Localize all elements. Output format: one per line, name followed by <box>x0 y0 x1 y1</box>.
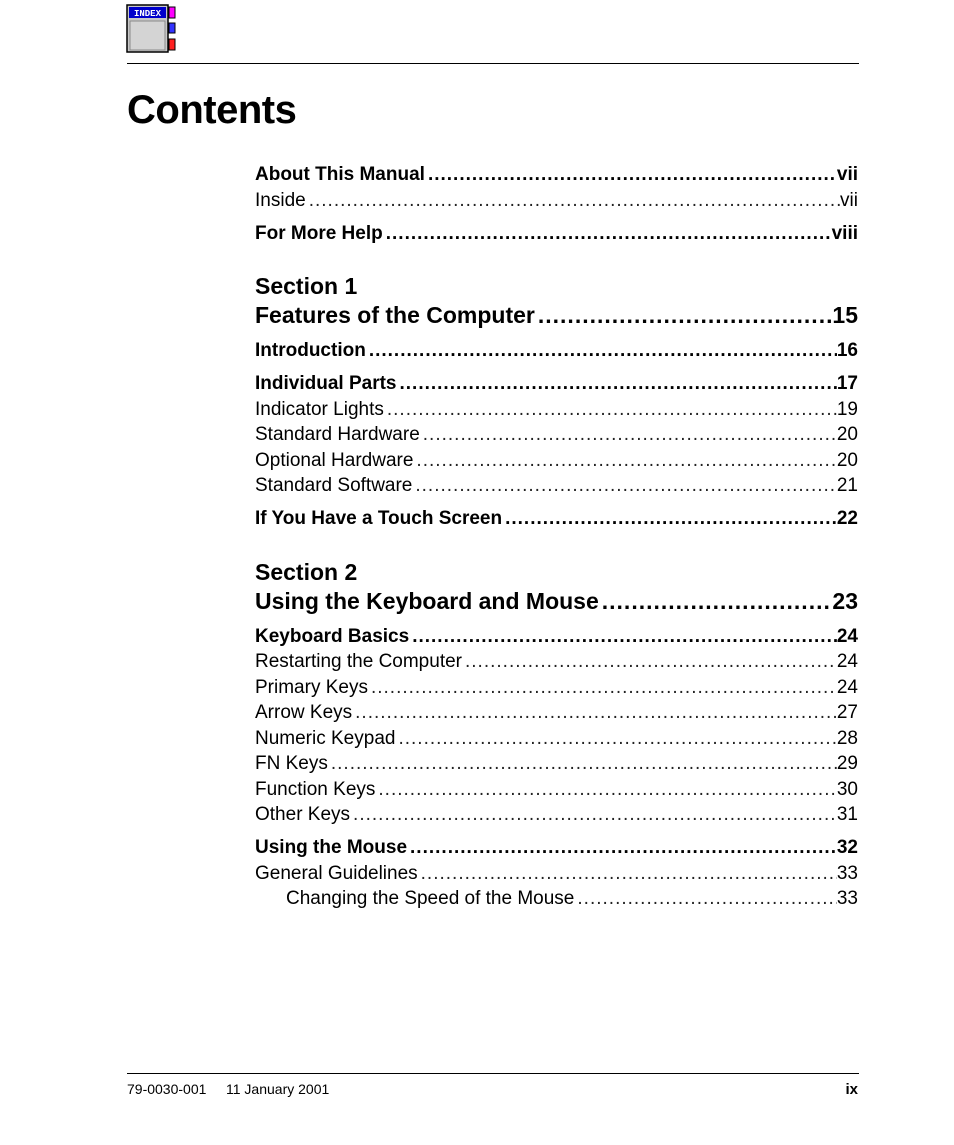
toc-entry-page: 17 <box>836 373 858 394</box>
toc-entry-using-the-mouse[interactable] <box>255 837 858 859</box>
dot-leader <box>409 626 837 648</box>
dot-leader <box>366 340 837 362</box>
toc-entry-label: Individual Parts <box>255 373 397 394</box>
toc-entry-touch-screen[interactable] <box>255 508 858 530</box>
toc-entry-page: 16 <box>836 340 858 361</box>
index-icon-label: INDEX <box>133 9 162 19</box>
toc-entry-label: Using the Mouse <box>255 837 408 858</box>
dot-leader <box>328 753 837 775</box>
toc-entry-primary-keys[interactable] <box>255 677 858 699</box>
dot-leader <box>413 450 836 472</box>
dot-leader <box>375 779 836 801</box>
toc-entry-function-keys[interactable] <box>255 779 858 801</box>
toc-entry-page: 32 <box>836 837 858 858</box>
toc-section-2-title[interactable] <box>255 588 858 615</box>
toc-entry-label: Other Keys <box>255 804 351 825</box>
toc-entry-label: Optional Hardware <box>255 450 414 471</box>
toc-entry-standard-hardware[interactable] <box>255 424 858 446</box>
toc-entry-page: 33 <box>836 863 858 884</box>
dot-leader <box>407 837 837 859</box>
toc-entry-page: 27 <box>836 702 858 723</box>
section-title: Features of the Computer <box>255 302 535 328</box>
toc-entry-label: Indicator Lights <box>255 399 384 420</box>
section-2-heading: Section 2 <box>255 559 358 585</box>
toc-entry-label: Arrow Keys <box>255 702 353 723</box>
toc-entry-for-more-help[interactable] <box>255 223 858 245</box>
footer-page-number: ix <box>845 1081 858 1098</box>
dot-leader <box>306 190 840 212</box>
toc-entry-label: Restarting the Computer <box>255 651 462 672</box>
toc-entry-numeric-keypad[interactable] <box>255 728 858 750</box>
toc-entry-label: Introduction <box>255 340 366 361</box>
toc-entry-label: Standard Hardware <box>255 424 420 445</box>
toc-entry-individual-parts[interactable] <box>255 373 858 395</box>
dot-leader <box>383 223 832 245</box>
dot-leader <box>350 804 837 826</box>
header-rule <box>127 63 859 64</box>
toc-entry-page: 19 <box>836 399 858 420</box>
toc-entry-arrow-keys[interactable] <box>255 702 858 724</box>
dot-leader <box>396 373 836 395</box>
section-1-heading: Section 1 <box>255 273 358 299</box>
toc-entry-page: 22 <box>836 508 858 529</box>
toc-entry-page: 21 <box>836 475 858 496</box>
dot-leader <box>502 508 837 530</box>
toc-entry-general-guidelines[interactable] <box>255 863 858 885</box>
dot-leader <box>395 728 836 750</box>
toc-entry-page: 28 <box>836 728 858 749</box>
toc-entry-label: Function Keys <box>255 779 376 800</box>
toc-entry-restarting-the-computer[interactable] <box>255 651 858 673</box>
toc-entry-label: Numeric Keypad <box>255 728 396 749</box>
toc-entry-keyboard-basics[interactable] <box>255 626 858 648</box>
dot-leader <box>535 302 833 329</box>
dot-leader <box>462 651 837 673</box>
footer-doc-number: 79-0030-001 <box>127 1081 207 1097</box>
footer-date: 11 January 2001 <box>226 1081 330 1097</box>
index-icon <box>126 4 176 54</box>
toc-entry-page: 31 <box>836 804 858 825</box>
toc-entry-page: vii <box>840 190 858 211</box>
toc-section-1-title[interactable] <box>255 302 858 329</box>
toc-entry-label: Inside <box>255 190 306 211</box>
toc-entry-page: 20 <box>836 450 858 471</box>
toc-entry-fn-keys[interactable] <box>255 753 858 775</box>
dot-leader <box>352 702 837 724</box>
toc-entry-page: 20 <box>836 424 858 445</box>
toc-entry-page: vii <box>836 164 858 185</box>
toc-entry-changing-mouse-speed[interactable] <box>255 888 858 910</box>
toc-entry-label: Primary Keys <box>255 677 368 698</box>
toc-entry-label: Standard Software <box>255 475 413 496</box>
dot-leader <box>368 677 837 699</box>
dot-leader <box>425 164 837 186</box>
dot-leader <box>412 475 836 497</box>
dot-leader <box>418 863 837 885</box>
toc-entry-page: 24 <box>836 626 858 647</box>
toc-entry-label: FN Keys <box>255 753 328 774</box>
toc-entry-label: For More Help <box>255 223 383 244</box>
toc-entry-introduction[interactable] <box>255 340 858 362</box>
toc-entry-indicator-lights[interactable] <box>255 399 858 421</box>
section-page: 15 <box>832 302 858 328</box>
toc-entry-label: Keyboard Basics <box>255 626 410 647</box>
toc-entry-label: If You Have a Touch Screen <box>255 508 503 529</box>
dot-leader <box>599 588 833 615</box>
toc-entry-other-keys[interactable] <box>255 804 858 826</box>
toc-entry-about-this-manual[interactable] <box>255 164 858 186</box>
toc-entry-page: 29 <box>836 753 858 774</box>
dot-leader <box>574 888 836 910</box>
page-title: Contents <box>127 88 297 132</box>
toc-entry-label: About This Manual <box>255 164 425 185</box>
toc-entry-page: viii <box>831 223 858 244</box>
toc-entry-page: 30 <box>836 779 858 800</box>
section-title: Using the Keyboard and Mouse <box>255 588 599 614</box>
toc-entry-page: 33 <box>836 888 858 909</box>
section-page: 23 <box>832 588 858 614</box>
toc-entry-inside[interactable] <box>255 190 858 212</box>
toc-entry-label: Changing the Speed of the Mouse <box>286 888 575 909</box>
toc-entry-optional-hardware[interactable] <box>255 450 858 472</box>
toc-entry-page: 24 <box>836 677 858 698</box>
dot-leader <box>420 424 837 446</box>
dot-leader <box>384 399 837 421</box>
toc-entry-page: 24 <box>836 651 858 672</box>
toc-entry-label: General Guidelines <box>255 863 418 884</box>
footer-rule <box>127 1073 859 1074</box>
toc-entry-standard-software[interactable] <box>255 475 858 497</box>
